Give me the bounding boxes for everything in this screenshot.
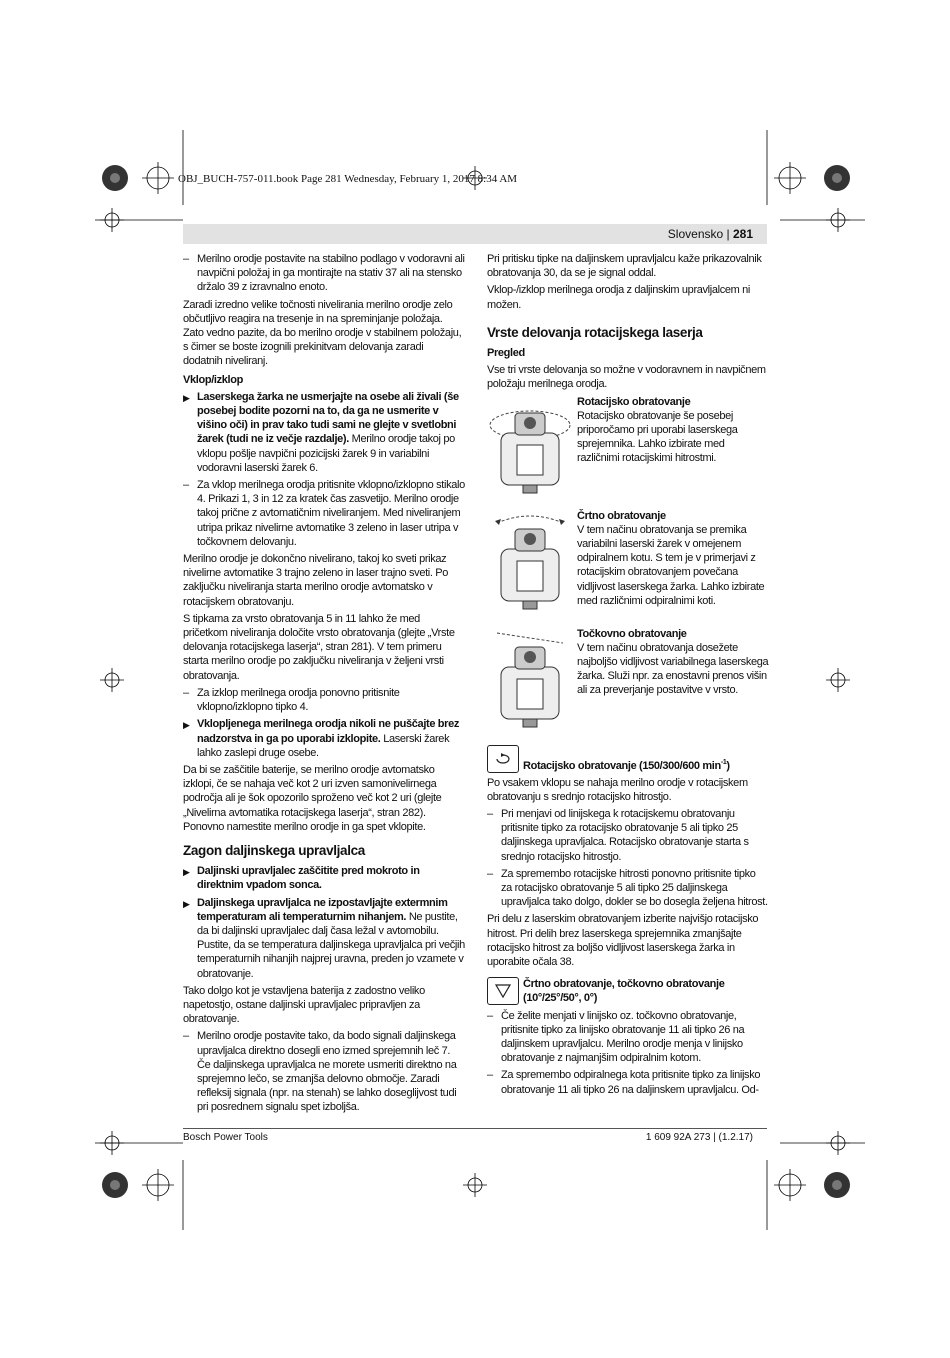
right-dash-1: – Pri menjavi od linijskega k rotacijskemu obratovanju pritisnite tipko za rotacijsko obratovanje 5 ali tipko 25 daljinskega upravljalca. Rotacijsko obratovanje starta s srednjo rotacijsko hitrostjo. <box>487 807 769 864</box>
left-paragraph-3: Merilno orodje je dokončno nivelirano, takoj ko sveti prikaz nivelirne avtomatike 3 trajno zeleno in laser trajno sveti. Po zaključku niveliranja starta merilno orodje avtomatsko v rotacijskem obratovanju. <box>183 553 449 608</box>
warning-1-bold: Laserskega žarka ne usmerjajte na osebe ali živali (še posebej bodite pozorni na to, da ga ne usmerite v višino oči) in prav tako tudi sami ne glejte v svetlobni žarek (tudi ne iz večje razdalje). <box>197 390 459 446</box>
warning-4-bold: Daljinskega upravljalca ne izpostavljajte extermnim temperaturam ali temperaturnim nihanjem. <box>197 896 448 923</box>
mode-line-title: Črtno obratovanje <box>577 509 666 522</box>
left-dash-3: – Za izklop merilnega orodja ponovno pritisnite vklopno/izklopno tipko 4. <box>183 686 465 714</box>
heading-line-text: Črtno obratovanje, točkovno obratovanje (10°/25°/50°, 0°) <box>523 978 725 1005</box>
mode-rotation-title: Rotacijsko obratovanje <box>577 395 691 408</box>
heading-rotation-end: ) <box>726 759 730 772</box>
heading-rotation-text: Rotacijsko obratovanje (150/300/600 min <box>523 759 721 772</box>
mode-point-title: Točkovno obratovanje <box>577 627 687 640</box>
heading-line-mode <box>487 977 769 1005</box>
page-header-band <box>183 224 767 244</box>
right-column <box>487 252 769 1100</box>
line-point-icon <box>487 977 519 1005</box>
heading-rotation-mode <box>487 745 769 773</box>
right-paragraph-3: Vse tri vrste delovanja so možne v vodoravnem in navpičnem položaju merilnega orodja. <box>487 364 766 391</box>
mode-rotation <box>487 395 769 501</box>
mode-point-text: V tem načinu obratovanja dosežete najboljšo vidljivost variabilnega laserskega žarka. Služi npr. za enostavni prenos višin ali za preverjanje postavitve v vrsto. <box>577 641 769 697</box>
left-paragraph-5: Da bi se zaščitile baterije, se merilno orodje avtomatsko izklopi, če se nahaja več kot 2 uri izven samonivelirnega področja ali je šok opozorilo sproženo več kot 2 uri (glejte „Nivelirna avtomatika rotacijskega laserja“, stran 282). Ponovno namestite merilno orodje in ga spet vklopite. <box>183 763 442 833</box>
heading-pregled: Pregled <box>487 347 525 360</box>
warning-1 <box>183 390 465 475</box>
left-paragraph-4: S tipkama za vrsto obratovanja 5 in 11 lahko že med pričetkom niveliranja določite vrsto obratovanja (glejte „Vrste delovanja rotacijskega laserja“, stran 281). V tem primeru starta merilno orodje po zaključku niveliranja v željeni vrsti obratovanja. <box>183 612 455 682</box>
page-header: Slovensko | 281 <box>667 227 753 241</box>
footer-left: Bosch Power Tools <box>183 1132 268 1143</box>
page-number: 281 <box>732 227 753 241</box>
mode-rotation-text: Rotacijsko obratovanje še posebej priporočamo pri uporabi laserskega sprejemnika. Lahko izbirate med različnimi rotacijskimi hitrostmi. <box>577 409 738 465</box>
right-paragraph-5: Pri delu z laserskim obratovanjem izberite najvišjo rotacijsko hitrost. Pri delih brez laserskega sprejemnika zmanjšajte rotacijsko hitrost za boljšo vidljivost laserskega žarka in uporabite očala 38. <box>487 913 759 969</box>
file-info-line: OBJ_BUCH-757-011.book Page 281 Wednesday, February 1, 2017 8:34 AM <box>178 173 518 185</box>
left-dash-2: – Za vklop merilnega orodja pritisnite vklopno/izklopno stikalo 4. Prikazi 1, 3 in 12 za kratek čas zasvetijo. Merilno orodje takoj prične z avtomatičnim niveliranjem. Med niveliranjem utripa prikaz nivelirne avtomatike 3 zeleno in laser utripa v točkovnem delovanju. <box>183 478 465 549</box>
line-laser-illustration <box>487 509 573 617</box>
mode-point <box>487 627 769 737</box>
page-footer <box>183 1128 767 1143</box>
warning-1-text: Merilno orodje takoj po vklopu pošlje navpični pozicijski žarek 9 in variabilni vodoravni laserski žarek 6. <box>197 433 455 474</box>
warning-4 <box>183 896 465 981</box>
heading-zagon: Zagon daljinskega upravljalca <box>183 842 365 858</box>
left-dash-4: – Merilno orodje postavite tako, da bodo signali daljinskega upravljalca direktno dosegli eno izmed sprejemnih leč 7. Če daljinskega upravljalca ne morete usmeriti direktno na sprejemno lečo, se zmanjša delovno območje. Zaradi refleksij signala (npr. na stenah) se lahko doseglijvost tudi pri posrednem signalu spet izboljša. <box>183 1029 465 1114</box>
left-column <box>183 252 465 1118</box>
warning-2-bold: Vklopljenega merilnega orodja nikoli ne puščajte brez nadzorstva in ga po uporabi izklopite. <box>197 718 460 745</box>
right-paragraph-2: Vklop-/izklop merilnega orodja z daljinskim upravljalcem ni možen. <box>487 284 751 311</box>
warning-2-text: Laserski žarek lahko zaslepi druge osebe. <box>197 732 450 759</box>
point-laser-illustration <box>487 627 573 733</box>
left-paragraph-6: Tako dolgo kot je vstavljena baterija z zadostno veliko napetostjo, ostane daljinski upravljalec pripravljen za obratovanje. <box>183 984 425 1026</box>
heading-vklop: Vklop/izklop <box>183 373 243 386</box>
rotation-icon <box>487 745 519 773</box>
heading-rotation-sup: -1 <box>720 758 727 766</box>
warning-3-bold: Daljinski upravljalec zaščitite pred mokroto in direktnim vpadom sonca. <box>197 865 420 892</box>
warning-2 <box>183 717 465 760</box>
section-name: Slovensko <box>667 227 724 241</box>
warning-3 <box>183 864 465 892</box>
right-paragraph-4: Po vsakem vklopu se nahaja merilno orodje v rotacijskem obratovanju s srednjo rotacijsko hitrostjo. <box>487 776 748 803</box>
warning-4-text: Ne pustite, da bi daljinski upravljalec dalj časa ležal v avtomobilu. Pustite, da se temperatura daljinskega upravljalca pri večjih temperaturnih nihanjih najprej uravna, preden jo vzamete v obratovanje. <box>197 910 465 980</box>
rotation-laser-illustration <box>487 395 573 499</box>
right-dash-3: – Če želite menjati v linijsko oz. točkovno obratovanje, pritisnite tipko za linijsko obratovanje 11 ali tipko 26 na daljinskem upravljalcu. Merilno orodje menja v linijsko obratovanje z najmanjšim odpiralnim kotom. <box>487 1009 769 1066</box>
footer-right: 1 609 92A 273 | (1.2.17) <box>645 1132 753 1143</box>
left-paragraph-2: Zaradi izredno velike točnosti nivelirania merilno orodje zelo občutljivo reagira na tresenje in na spreminjanje položaja. Zato vedno pazite, da bo merilno orodje v stabilnem položaju, s čimer se boste izognili prekinitvam delovanja zaradi dodatnih niveliranj. <box>183 298 462 368</box>
left-dash-1: – Merilno orodje postavite na stabilno podlago v vodoravni ali navpični položaj in ga montirajte na stativ 37 ali na stensko držalo 39 z izravnalno enoto. <box>183 252 465 295</box>
mode-line-text: V tem načinu obratovanja se premika variabilni laserski žarek v omejenem odpiralnem kotu. S tem je v primerjavi z rotacijskim obratovanjem povečana vidljivost laserskega žarka. Lahko izbirate med različnimi odpiralnimi koti. <box>577 523 765 607</box>
mode-line <box>487 509 769 619</box>
heading-vrste: Vrste delovanja rotacijskega laserja <box>487 324 703 340</box>
right-dash-2: – Za spremembo rotacijske hitrosti ponovno pritisnite tipko za rotacijsko obratovanje 5 ali tipko 25 daljinskega upravljalca tako dolgo, dokler se bo dosegla željena hitrost. <box>487 867 769 910</box>
right-paragraph-1: Pri pritisku tipke na daljinskem upravljalcu kaže prikazovalnik obratovanja 30, da se je signal oddal. <box>487 253 762 280</box>
right-dash-4: – Za spremembo odpiralnega kota pritisnite tipko za linijsko obratovanje 11 ali tipko 26 na daljinskem upravljalcu. Od- <box>487 1068 769 1096</box>
